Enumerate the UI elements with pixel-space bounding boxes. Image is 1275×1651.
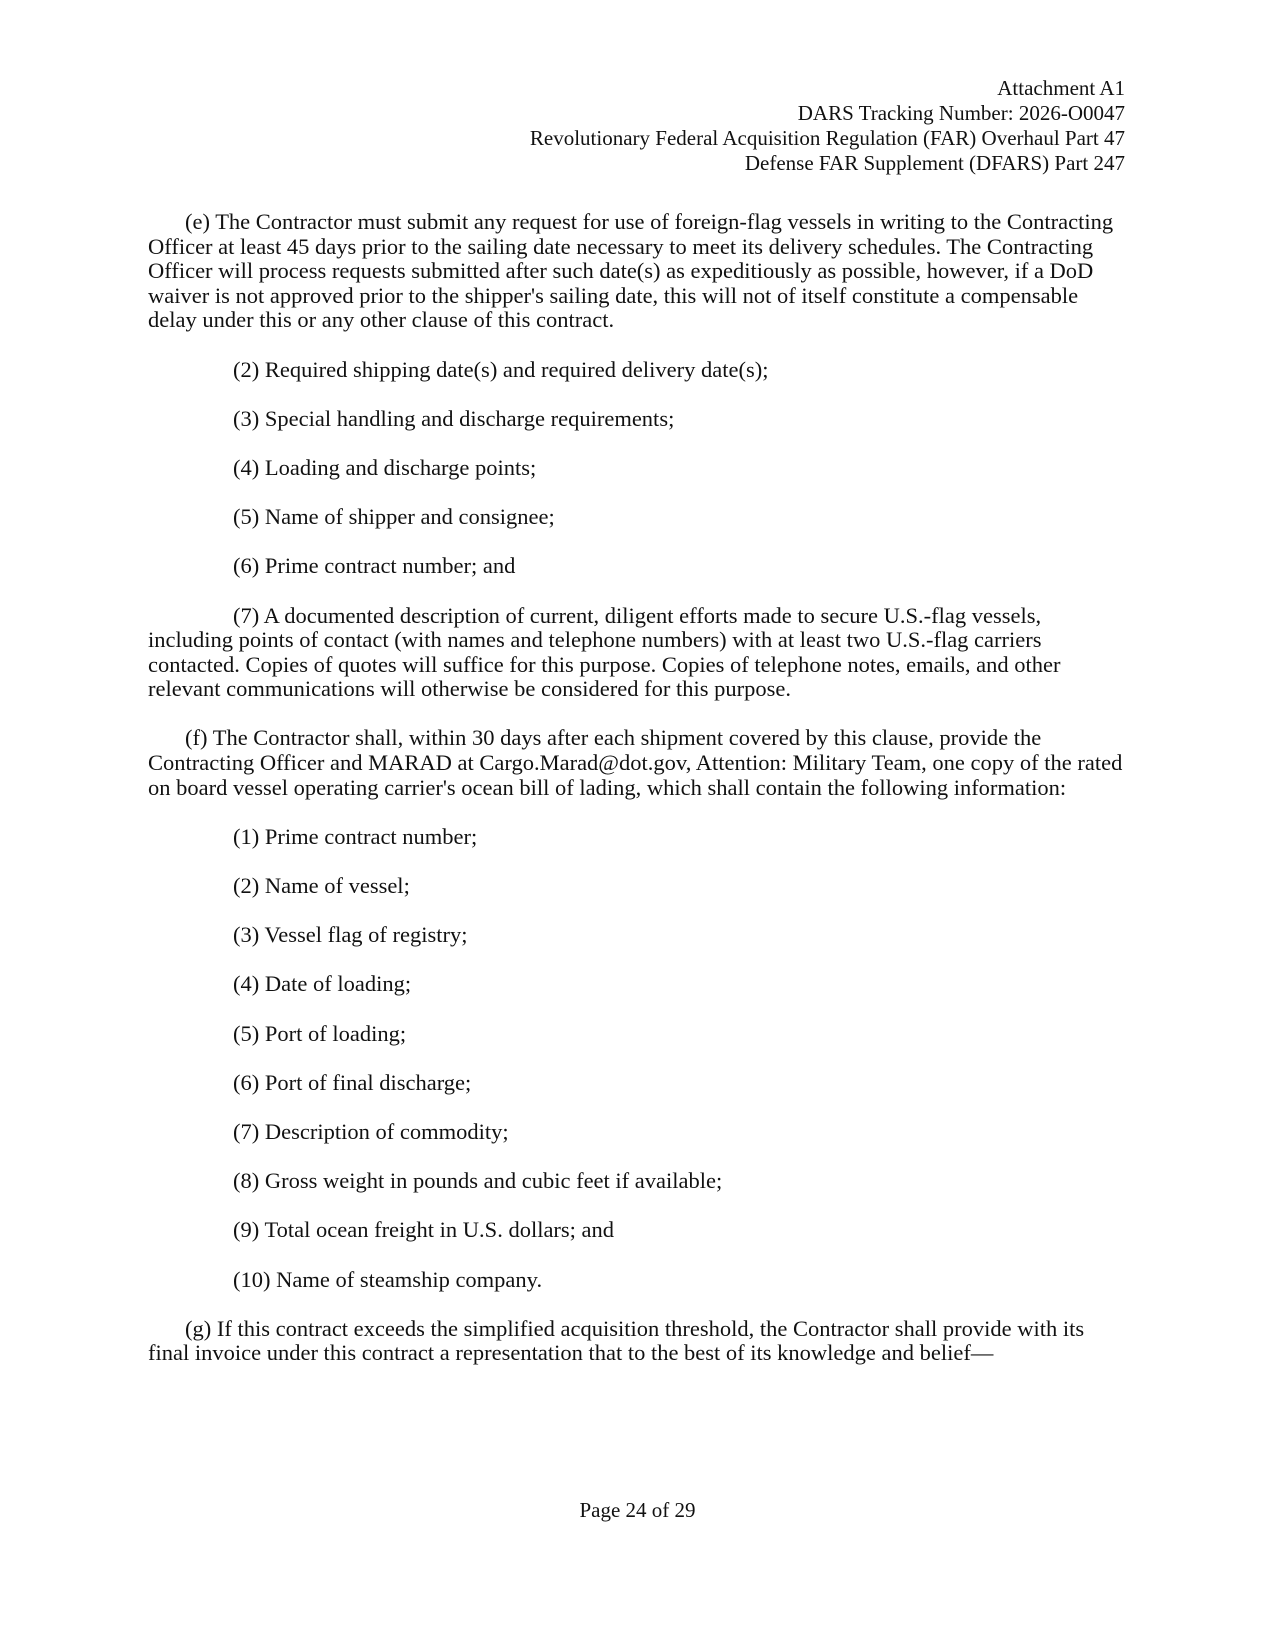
list-item: (10) Name of steamship company. [233,1266,543,1292]
list-item: (4) Loading and discharge points; [233,454,537,480]
page-header [530,76,1125,176]
list-item: (2) Name of vessel; [233,873,410,899]
list-item: (5) Port of loading; [233,1020,407,1046]
paragraph-e: (e) The Contractor must submit any request for use of foreign-flag vessels in writing to the Contracting Officer at least 45 days prior to the sailing date necessary to meet its delivery schedules. The Contracting Officer will process requests submitted after such date(s) as expeditiously as possible, however, if a DoD waiver is not approved prior to the shipper's sailing date, this will not of itself constitute a compensable delay under this or any other clause of this contract. [148,209,1114,333]
paragraph-f: (f) The Contractor shall, within 30 days after each shipment covered by this clause, provide the Contracting Officer and MARAD at Cargo.Marad@dot.gov, Attention: Military Team, one copy of the rated on board vessel operating carrier's ocean bill of lading, which shall contain the following information: [148,725,1123,800]
header-tracking-number: DARS Tracking Number: 2026-O0047 [797,101,1125,125]
page-number: Page 24 of 29 [579,1498,696,1522]
list-item: (4) Date of loading; [233,971,412,997]
list-item: (6) Prime contract number; and [233,553,516,579]
list-item: (2) Required shipping date(s) and required delivery date(s); [233,356,769,382]
list-item: (8) Gross weight in pounds and cubic feet if available; [233,1168,723,1194]
list-item: (1) Prime contract number; [233,823,478,849]
list-item: (6) Port of final discharge; [233,1069,472,1095]
list-item: (9) Total ocean freight in U.S. dollars; and [233,1217,615,1243]
list-item: (7) Description of commodity; [233,1118,509,1144]
header-far-part: Revolutionary Federal Acquisition Regulation (FAR) Overhaul Part 47 [529,126,1125,150]
document-body [148,210,1123,1391]
paragraph-g: (g) If this contract exceeds the simplified acquisition threshold, the Contractor shall provide with its final invoice under this contract a representation that to the best of its knowledge and belief— [148,1315,1085,1366]
header-dfars-part: Defense FAR Supplement (DFARS) Part 247 [744,151,1125,175]
list-item: (3) Vessel flag of registry; [233,922,468,948]
list-item: (3) Special handling and discharge requirements; [233,405,675,431]
list-item: (5) Name of shipper and consignee; [233,504,555,530]
header-attachment: Attachment A1 [997,76,1125,100]
list-item-long: (7) A documented description of current, diligent efforts made to secure U.S.-flag vessels, including points of contact (with names and telephone numbers) with at least two U.S.-flag carriers contacted. Copies of quotes will suffice for this purpose. Copies of telephone notes, emails, and other relevant communications will otherwise be considered for this purpose. [148,602,1061,702]
